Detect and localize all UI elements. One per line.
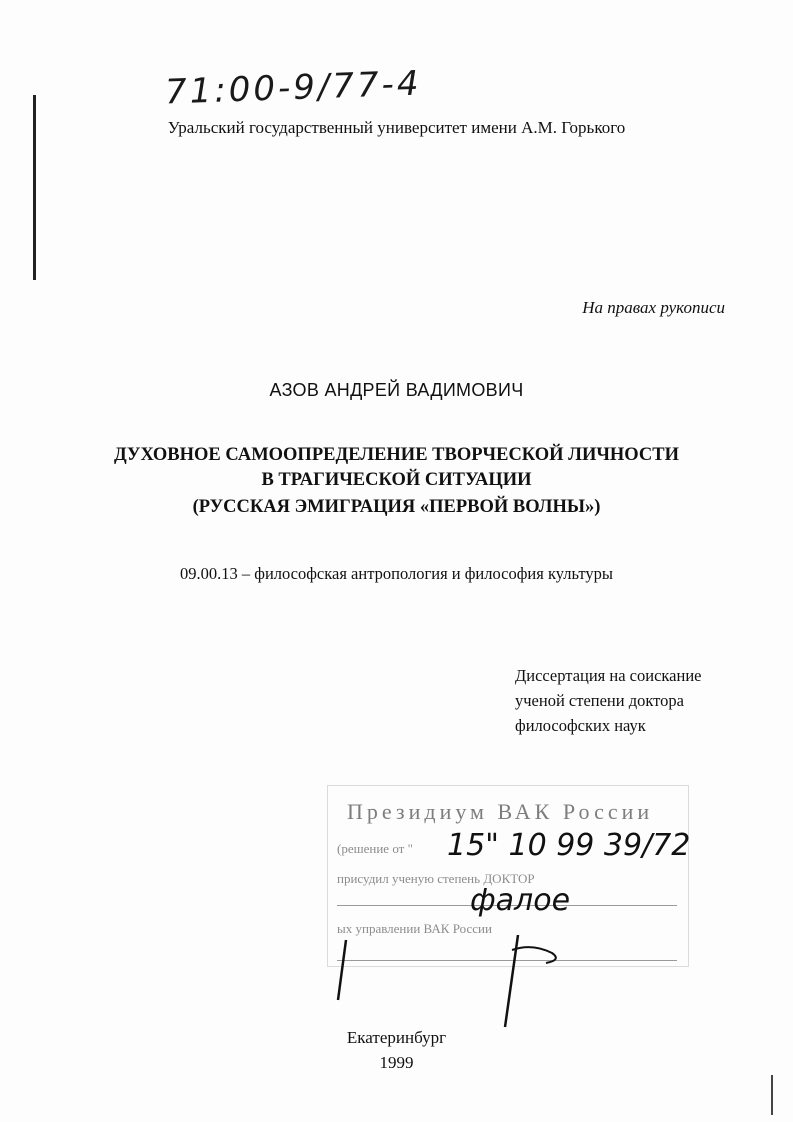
title-line-3: (РУССКАЯ ЭМИГРАЦИЯ «ПЕРВОЙ ВОЛНЫ») (192, 497, 601, 517)
title-line-1: ДУХОВНОЕ САМООПРЕДЕЛЕНИЕ ТВОРЧЕСКОЙ ЛИЧНОСТИ (113, 445, 680, 465)
stamp-decision-line: (решение от " (337, 841, 413, 856)
handwritten-stamp-word: фалое (470, 883, 571, 918)
dissertation-note (515, 663, 701, 738)
title-line-2: В ТРАГИЧЕСКОЙ СИТУАЦИИ (261, 470, 532, 490)
scan-margin-line (771, 1075, 773, 1115)
dissertation-line: Диссертация на соискание (515, 666, 702, 685)
author-name: АЗОВ АНДРЕЙ ВАДИМОВИЧ (269, 380, 524, 400)
dissertation-line: философских наук (515, 716, 646, 735)
stamp-title: Президиум ВАК России (347, 799, 654, 824)
specialty-code: 09.00.13 – философская антропология и философия культуры (180, 564, 613, 583)
university-header: Уральский государственный университет имени А.М. Горького (167, 118, 626, 137)
handwritten-catalog-code: 71:00-9/77-4 (164, 63, 423, 113)
dissertation-line: ученой степени доктора (515, 691, 684, 710)
stamp-degree-line: присудил ученую степень ДОКТОР (337, 871, 535, 886)
stamp-department-line: ых управлении ВАК России (337, 921, 492, 936)
handwritten-stamp-date: 15" 10 99 39/72 (447, 828, 691, 863)
manuscript-note: На правах рукописи (582, 298, 725, 317)
signature-strokes (300, 915, 620, 1035)
city: Екатеринбург (346, 1028, 447, 1047)
year: 1999 (379, 1053, 414, 1072)
